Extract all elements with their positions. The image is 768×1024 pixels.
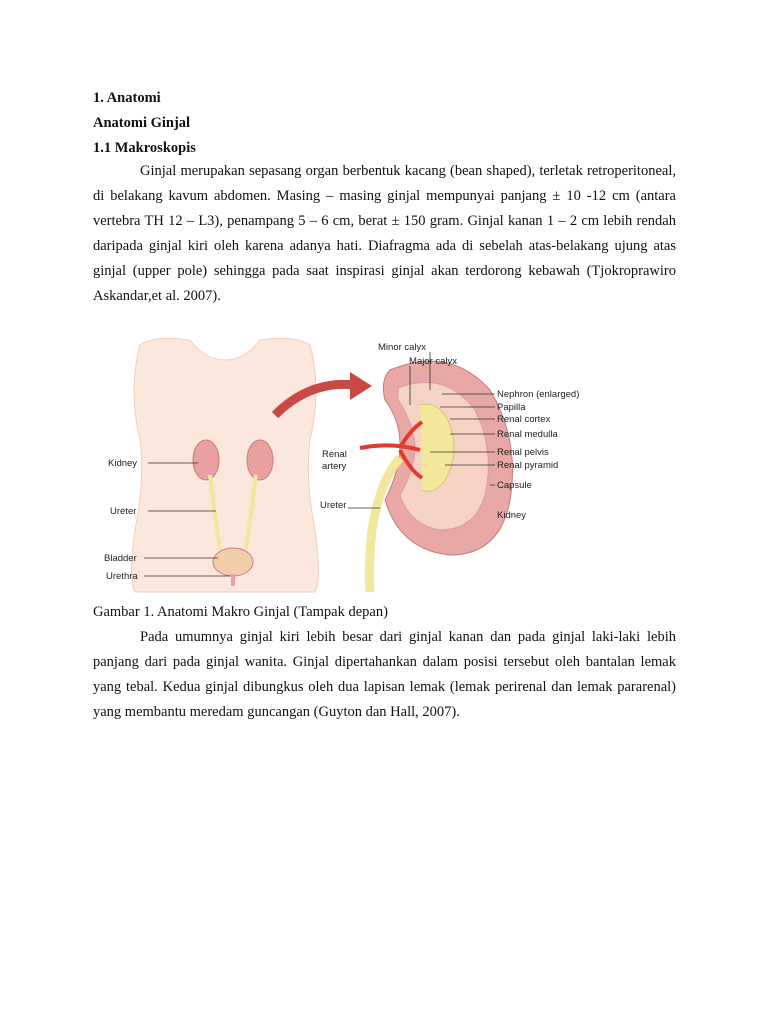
bladder-shape: [213, 548, 253, 576]
arrow-head: [350, 372, 372, 400]
heading-anatomi-ginjal: Anatomi Ginjal: [93, 115, 191, 131]
label-capsule: Capsule: [497, 480, 532, 491]
label-renal-pyramid: Renal pyramid: [497, 460, 559, 471]
heading-anatomi: 1. Anatomi: [93, 90, 161, 106]
label-major-calyx: Major calyx: [409, 356, 458, 367]
label-artery: artery: [322, 461, 347, 472]
label-minor-calyx: Minor calyx: [378, 342, 427, 353]
heading-makroskopis: 1.1 Makroskopis: [93, 140, 196, 156]
label-ureter: Ureter: [110, 506, 137, 517]
label-detail-kidney: Kidney: [497, 510, 527, 521]
label-kidney: Kidney: [108, 458, 138, 469]
label-detail-ureter: Ureter: [320, 500, 347, 511]
label-renal-medulla: Renal medulla: [497, 429, 558, 440]
left-kidney-shape: [193, 440, 219, 480]
label-urethra: Urethra: [106, 571, 138, 582]
label-bladder: Bladder: [104, 553, 137, 564]
label-papilla: Papilla: [497, 402, 526, 413]
label-renal-cortex: Renal cortex: [497, 414, 551, 425]
urethra-shape: [231, 574, 235, 586]
paragraph-2: Pada umumnya ginjal kiri lebih besar dari ginjal kanan dan pada ginjal laki-laki lebih panjang dari pada ginjal wanita. Ginjal dipertahankan dalam posisi tersebut oleh bantalan lemak yang tebal. Kedua ginjal dibungkus oleh dua lapisan lemak (lemak perirenal dan lemak pararenal) yang membantu meredam guncangan (Guyton dan Hall, 2007).: [93, 629, 676, 720]
paragraph-1: Ginjal merupakan sepasang organ berbentuk kacang (bean shaped), terletak retroperitoneal, di belakang kavum abdomen. Masing – masing ginjal mempunyai panjang ± 10 -12 cm (antara vertebra TH 12 – L3), penampang 5 – 6 cm, berat ± 150 gram. Ginjal kanan 1 – 2 cm lebih rendah daripada ginjal kiri oleh karena adanya hati. Diafragma ada di sebelah atas-belakang ujung atas ginjal (upper pole) sehingga pada saat inspirasi ginjal akan terdorong kebawah (Tjokroprawiro Askandar,et al. 2007).: [93, 163, 676, 304]
label-renal-pelvis: Renal pelvis: [497, 447, 549, 458]
right-kidney-shape: [247, 440, 273, 480]
figure-caption: Gambar 1. Anatomi Makro Ginjal (Tampak depan): [93, 604, 388, 620]
label-renal: Renal: [322, 449, 347, 460]
kidney-anatomy-figure: [100, 330, 600, 600]
label-nephron: Nephron (enlarged): [497, 389, 580, 400]
